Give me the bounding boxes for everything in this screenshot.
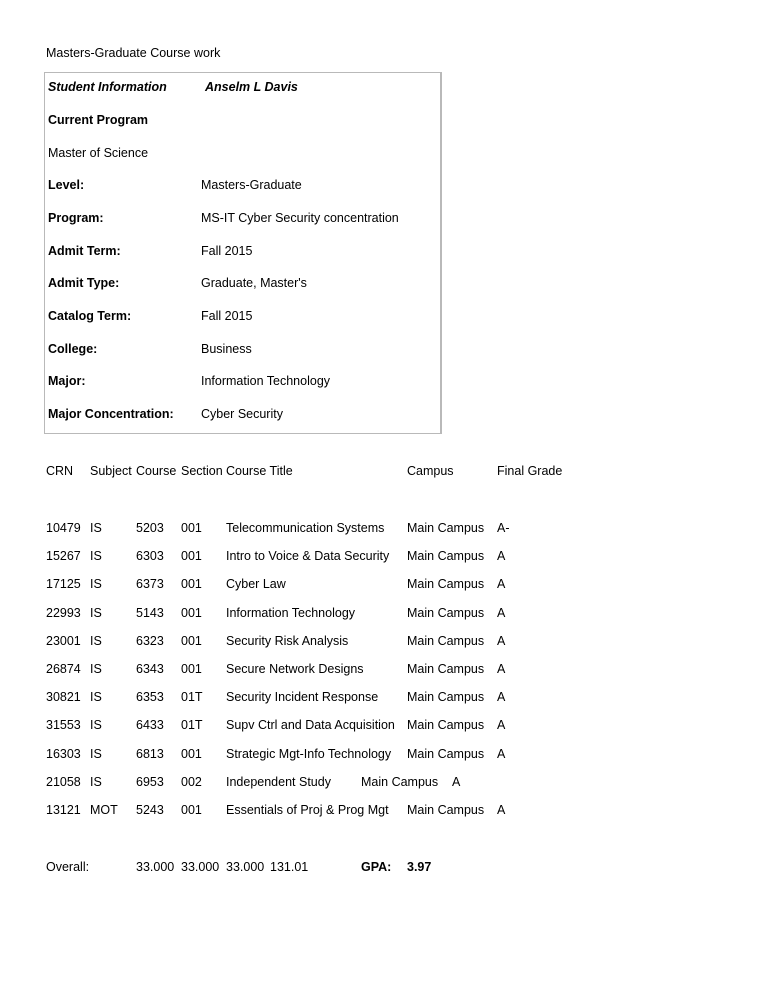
header-course: Course — [136, 464, 177, 478]
table-row — [0, 690, 768, 706]
info-row-header — [45, 73, 441, 106]
cell-course: 6373 — [136, 577, 164, 591]
header-final-grade: Final Grade — [497, 464, 563, 478]
header-course-title: Course Title — [226, 464, 293, 478]
table-row — [0, 634, 768, 650]
cell-section: 001 — [181, 662, 202, 676]
table-row — [0, 549, 768, 565]
cell-section: 01T — [181, 690, 203, 704]
cell-course-title: Telecommunication Systems — [226, 521, 385, 535]
cell-final-grade: A — [452, 775, 461, 789]
cell-subject: IS — [90, 775, 102, 789]
cell-subject: IS — [90, 577, 102, 591]
cell-subject: IS — [90, 521, 102, 535]
info-row-catalog-term — [45, 302, 441, 335]
cell-crn: 21058 — [46, 775, 81, 789]
cell-course: 5143 — [136, 606, 164, 620]
cell-crn: 17125 — [46, 577, 81, 591]
admit-term-label: Admit Term: — [48, 244, 121, 258]
student-info-box — [44, 72, 442, 434]
info-row-major — [45, 367, 441, 400]
student-info-label: Student Information — [48, 80, 167, 94]
cell-course-title: Strategic Mgt-Info Technology — [226, 747, 392, 761]
cell-section: 001 — [181, 521, 202, 535]
cell-crn: 15267 — [46, 549, 81, 563]
info-row-current-program — [45, 106, 441, 139]
cell-subject: MOT — [90, 803, 118, 817]
table-row — [0, 775, 768, 791]
admit-type-value: Graduate, Master's — [201, 276, 307, 290]
admit-term-value: Fall 2015 — [201, 244, 253, 258]
student-name: Anselm L Davis — [205, 80, 298, 94]
cell-final-grade: A — [497, 606, 506, 620]
header-subject: Subject — [90, 464, 132, 478]
major-concentration-value: Cyber Security — [201, 407, 283, 421]
program-value: MS-IT Cyber Security concentration — [201, 211, 399, 225]
gpa-value: 3.97 — [407, 860, 432, 874]
cell-course: 6323 — [136, 634, 164, 648]
cell-section: 001 — [181, 803, 202, 817]
cell-crn: 23001 — [46, 634, 81, 648]
info-row-level — [45, 171, 441, 204]
cell-final-grade: A — [497, 577, 506, 591]
cell-section: 002 — [181, 775, 202, 789]
overall-attempted: 33.000 — [136, 860, 175, 874]
cell-course-title: Cyber Law — [226, 577, 286, 591]
cell-final-grade: A- — [497, 521, 510, 535]
cell-course-title: Information Technology — [226, 606, 356, 620]
table-row — [0, 747, 768, 763]
cell-course: 6303 — [136, 549, 164, 563]
cell-course-title: Security Incident Response — [226, 690, 379, 704]
cell-final-grade: A — [497, 747, 506, 761]
cell-campus: Main Campus — [407, 803, 485, 817]
cell-section: 001 — [181, 634, 202, 648]
cell-crn: 22993 — [46, 606, 81, 620]
page-title: Masters-Graduate Course work — [46, 46, 221, 60]
cell-crn: 10479 — [46, 521, 81, 535]
cell-campus: Main Campus — [407, 577, 485, 591]
admit-type-label: Admit Type: — [48, 276, 120, 290]
cell-crn: 16303 — [46, 747, 81, 761]
info-row-program — [45, 204, 441, 237]
overall-gpa-hours: 33.000 — [226, 860, 265, 874]
cell-subject: IS — [90, 690, 102, 704]
level-label: Level: — [48, 178, 85, 192]
cell-campus: Main Campus — [407, 718, 485, 732]
cell-course: 5203 — [136, 521, 164, 535]
major-value: Information Technology — [201, 374, 331, 388]
gpa-label: GPA: — [361, 860, 392, 874]
cell-section: 001 — [181, 747, 202, 761]
cell-section: 001 — [181, 606, 202, 620]
college-label: College: — [48, 342, 98, 356]
program-label: Program: — [48, 211, 104, 225]
header-campus: Campus — [407, 464, 454, 478]
cell-subject: IS — [90, 606, 102, 620]
college-value: Business — [201, 342, 252, 356]
cell-final-grade: A — [497, 718, 506, 732]
header-section: Section — [181, 464, 223, 478]
table-row — [0, 606, 768, 622]
cell-crn: 26874 — [46, 662, 81, 676]
cell-campus: Main Campus — [407, 521, 485, 535]
cell-final-grade: A — [497, 549, 506, 563]
info-row-admit-type — [45, 269, 441, 302]
cell-subject: IS — [90, 549, 102, 563]
info-row-degree — [45, 139, 441, 172]
current-program-label: Current Program — [48, 113, 149, 127]
cell-subject: IS — [90, 718, 102, 732]
cell-course-title: Intro to Voice & Data Security — [226, 549, 390, 563]
cell-course-title: Security Risk Analysis — [226, 634, 349, 648]
cell-campus: Main Campus — [407, 662, 485, 676]
cell-campus: Main Campus — [407, 747, 485, 761]
catalog-term-label: Catalog Term: — [48, 309, 132, 323]
cell-course-title: Independent Study — [226, 775, 331, 789]
info-row-college — [45, 335, 441, 368]
cell-course: 5243 — [136, 803, 164, 817]
cell-subject: IS — [90, 634, 102, 648]
cell-final-grade: A — [497, 803, 506, 817]
cell-subject: IS — [90, 662, 102, 676]
cell-course-title: Secure Network Designs — [226, 662, 364, 676]
cell-final-grade: A — [497, 662, 506, 676]
cell-campus: Main Campus — [407, 690, 485, 704]
degree-value: Master of Science — [48, 146, 149, 160]
overall-earned: 33.000 — [181, 860, 220, 874]
overall-label: Overall: — [46, 860, 90, 874]
cell-course-title: Essentials of Proj & Prog Mgt — [226, 803, 389, 817]
cell-crn: 13121 — [46, 803, 81, 817]
cell-course: 6813 — [136, 747, 164, 761]
table-row — [0, 662, 768, 678]
cell-course: 6433 — [136, 718, 164, 732]
table-row — [0, 521, 768, 537]
info-row-major-concentration — [45, 400, 441, 433]
cell-campus: Main Campus — [407, 634, 485, 648]
cell-campus: Main Campus — [407, 549, 485, 563]
cell-subject: IS — [90, 747, 102, 761]
catalog-term-value: Fall 2015 — [201, 309, 253, 323]
cell-section: 001 — [181, 549, 202, 563]
cell-section: 01T — [181, 718, 203, 732]
cell-crn: 31553 — [46, 718, 81, 732]
cell-course: 6353 — [136, 690, 164, 704]
cell-campus: Main Campus — [407, 606, 485, 620]
cell-course-title: Supv Ctrl and Data Acquisition — [226, 718, 395, 732]
course-table-header — [0, 464, 768, 480]
overall-row — [0, 860, 768, 876]
major-concentration-label: Major Concentration: — [48, 407, 174, 421]
cell-section: 001 — [181, 577, 202, 591]
cell-crn: 30821 — [46, 690, 81, 704]
major-label: Major: — [48, 374, 86, 388]
cell-course: 6343 — [136, 662, 164, 676]
overall-quality-points: 131.01 — [270, 860, 309, 874]
cell-course: 6953 — [136, 775, 164, 789]
table-row — [0, 718, 768, 734]
cell-campus: Main Campus — [361, 775, 439, 789]
info-row-admit-term — [45, 237, 441, 270]
table-row — [0, 803, 768, 819]
table-row — [0, 577, 768, 593]
cell-final-grade: A — [497, 634, 506, 648]
cell-final-grade: A — [497, 690, 506, 704]
level-value: Masters-Graduate — [201, 178, 302, 192]
header-crn: CRN — [46, 464, 74, 478]
